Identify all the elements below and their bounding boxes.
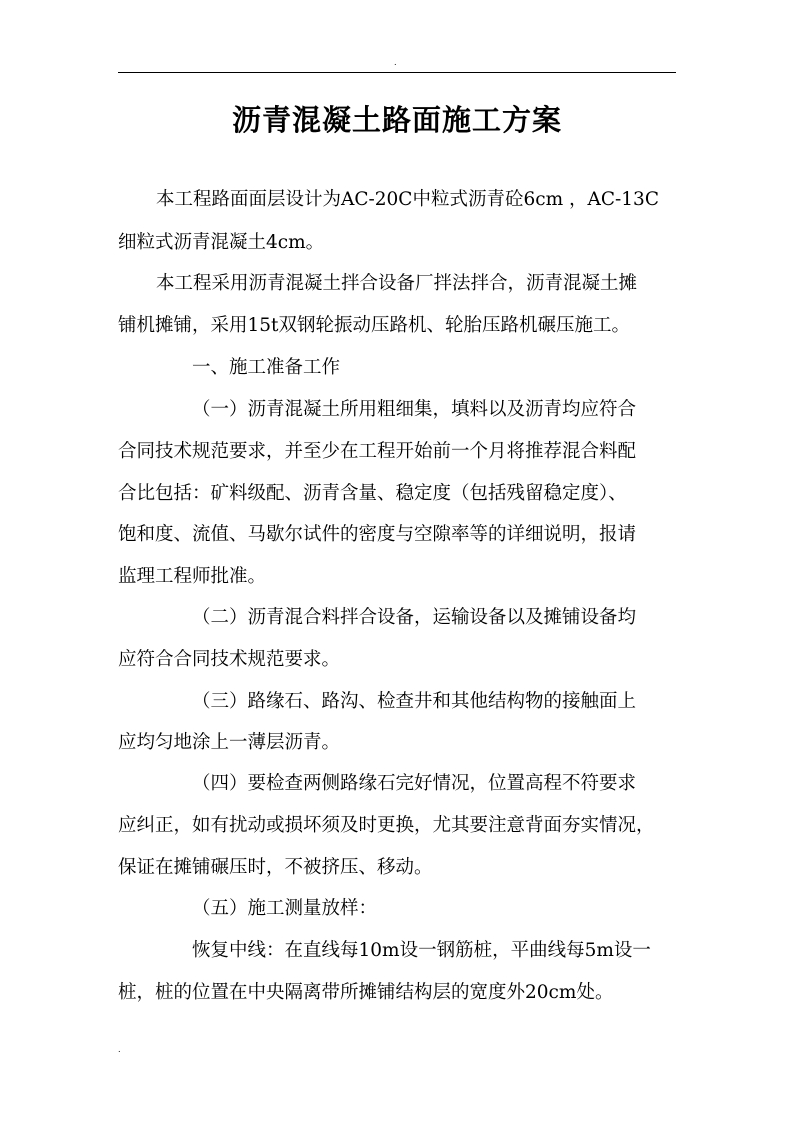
- paragraph-line: 本工程路面面层设计为AC-20C中粒式沥青砼6cm ，AC-13C: [156, 189, 659, 210]
- paragraph-line: （三）路缘石、路沟、检查井和其他结构物的接触面上: [192, 691, 637, 712]
- paragraph-line: 桩，桩的位置在中央隔离带所摊铺结构层的宽度外20cm处。: [118, 982, 614, 1003]
- header-rule: [118, 72, 676, 73]
- paragraph-line: 合比包括：矿料级配、沥青含量、稳定度（包括残留稳定度）、: [118, 483, 627, 504]
- paragraph-line: 应符合合同技术规范要求。: [118, 649, 341, 670]
- paragraph-line: 应纠正，如有扰动或损坏须及时更换，尤其要注意背面夯实情况，: [118, 815, 655, 836]
- paragraph-line: 恢复中线：在直线每10m设一钢筋桩，平曲线每5m设一: [192, 940, 651, 961]
- paragraph-line: （二）沥青混合料拌合设备，运输设备以及摊铺设备均: [192, 607, 637, 628]
- paragraph-line: 铺机摊铺，采用15t双钢轮振动压路机、轮胎压路机碾压施工。: [118, 315, 630, 336]
- section-heading: 一、施工准备工作: [192, 357, 341, 378]
- paragraph-line: （一）沥青混凝土所用粗细集，填料以及沥青均应符合: [192, 399, 637, 420]
- paragraph-line: 本工程采用沥青混凝土拌合设备厂拌法拌合，沥青混凝土摊: [156, 273, 638, 294]
- paragraph-line: 细粒式沥青混凝土4cm。: [118, 232, 325, 253]
- paragraph-line: 监理工程师批准。: [118, 566, 267, 587]
- page-title: 沥青混凝土路面施工方案: [231, 103, 562, 137]
- section-heading: （五）施工测量放样：: [192, 898, 378, 919]
- paragraph-line: 应均匀地涂上一薄层沥青。: [118, 732, 341, 753]
- paragraph-line: 饱和度、流值、马歇尔试件的密度与空隙率等的详细说明，报请: [118, 524, 637, 545]
- header-mark: .: [394, 58, 397, 67]
- footer-mark: .: [118, 1045, 121, 1054]
- paragraph-line: 合同技术规范要求，并至少在工程开始前一个月将推荐混合料配: [118, 441, 637, 462]
- paragraph-line: 保证在摊铺碾压时，不被挤压、移动。: [118, 857, 433, 878]
- paragraph-line: （四）要检查两侧路缘石完好情况，位置高程不符要求: [192, 773, 637, 794]
